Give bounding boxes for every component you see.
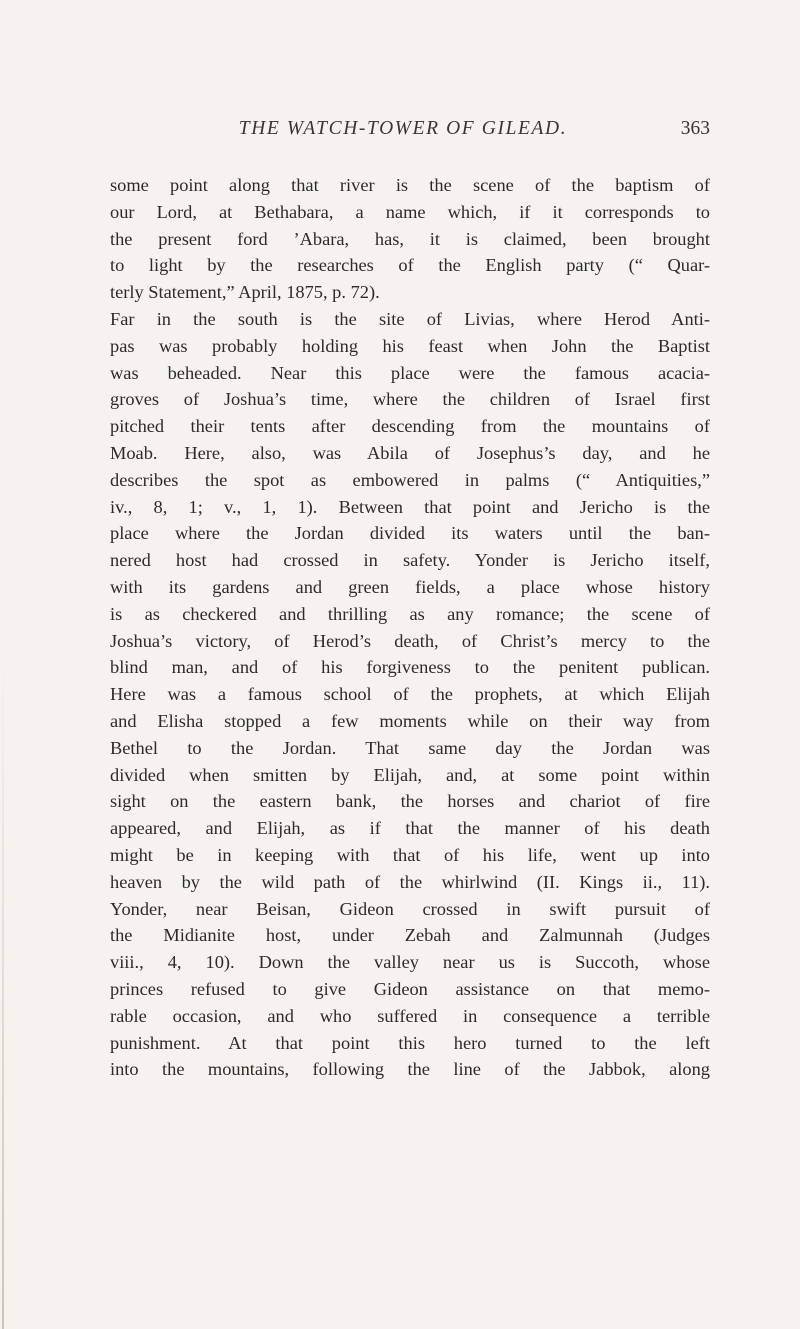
text-line: might be in keeping with that of his life, went up into [110,844,710,865]
text-line: Bethel to the Jordan. That same day the Jordan was [110,737,710,758]
running-head [96,118,710,148]
text-line: sight on the eastern bank, the horses and chariot of fire [110,791,710,812]
text-line: our Lord, at Bethabara, a name which, if it corresponds to [110,201,710,222]
text-line: place where the Jordan divided its waters until the ban- [110,523,710,544]
text-line: nered host had crossed in safety. Yonder is Jericho itself, [110,550,710,571]
text-line: divided when smitten by Elijah, and, at some point within [110,764,710,785]
text-line: with its gardens and green fields, a place whose history [110,576,710,597]
text-line: pitched their tents after descending from the mountains of [110,416,710,437]
text-line: into the mountains, following the line of the Jabbok, along [110,1059,710,1080]
text-line: the Midianite host, under Zebah and Zalmunnah (Judges [110,925,710,946]
text-line: Here was a famous school of the prophets, at which Elijah [110,684,710,705]
text-line: rable occasion, and who suffered in consequence a terrible [110,1005,710,1026]
text-line: Yonder, near Beisan, Gideon crossed in swift pursuit of [110,898,710,919]
text-line: blind man, and of his forgiveness to the penitent publican. [110,657,710,678]
text-line: appeared, and Elijah, as if that the manner of his death [110,818,710,839]
text-line: viii., 4, 10). Down the valley near us is Succoth, whose [110,952,710,973]
text-line: the present ford ’Abara, has, it is claimed, been brought [110,228,710,249]
text-line: iv., 8, 1; v., 1, 1). Between that point and Jericho is the [110,496,710,517]
text-line: groves of Joshua’s time, where the children of Israel first [110,389,710,410]
text-line: Joshua’s victory, of Herod’s death, of Christ’s mercy to the [110,630,710,651]
text-line: princes refused to give Gideon assistance on that memo- [110,978,710,999]
text-line: Far in the south is the site of Livias, where Herod Anti- [110,308,710,329]
page-binding-edge [2,650,4,1329]
text-line: to light by the researches of the English party (“ Quar- [110,255,710,276]
page-number: 363 [680,118,710,139]
body-text [110,172,710,1083]
text-line: was beheaded. Near this place were the famous acacia- [110,362,710,383]
text-line: and Elisha stopped a few moments while on their way from [110,710,710,731]
text-line: pas was probably holding his feast when John the Baptist [110,335,710,356]
text-line: terly Statement,” April, 1875, p. 72). [110,282,380,303]
text-line: some point along that river is the scene of the baptism of [110,175,710,195]
text-line: heaven by the wild path of the whirlwind (II. Kings ii., 11). [110,871,710,892]
text-line: Moab. Here, also, was Abila of Josephus’s day, and he [110,442,710,463]
running-title: THE WATCH-TOWER OF GILEAD. [238,118,568,139]
text-line: describes the spot as embowered in palms (“ Antiquities,” [110,469,710,490]
text-line: is as checkered and thrilling as any romance; the scene of [110,603,710,624]
text-line: punishment. At that point this hero turned to the left [110,1032,710,1053]
